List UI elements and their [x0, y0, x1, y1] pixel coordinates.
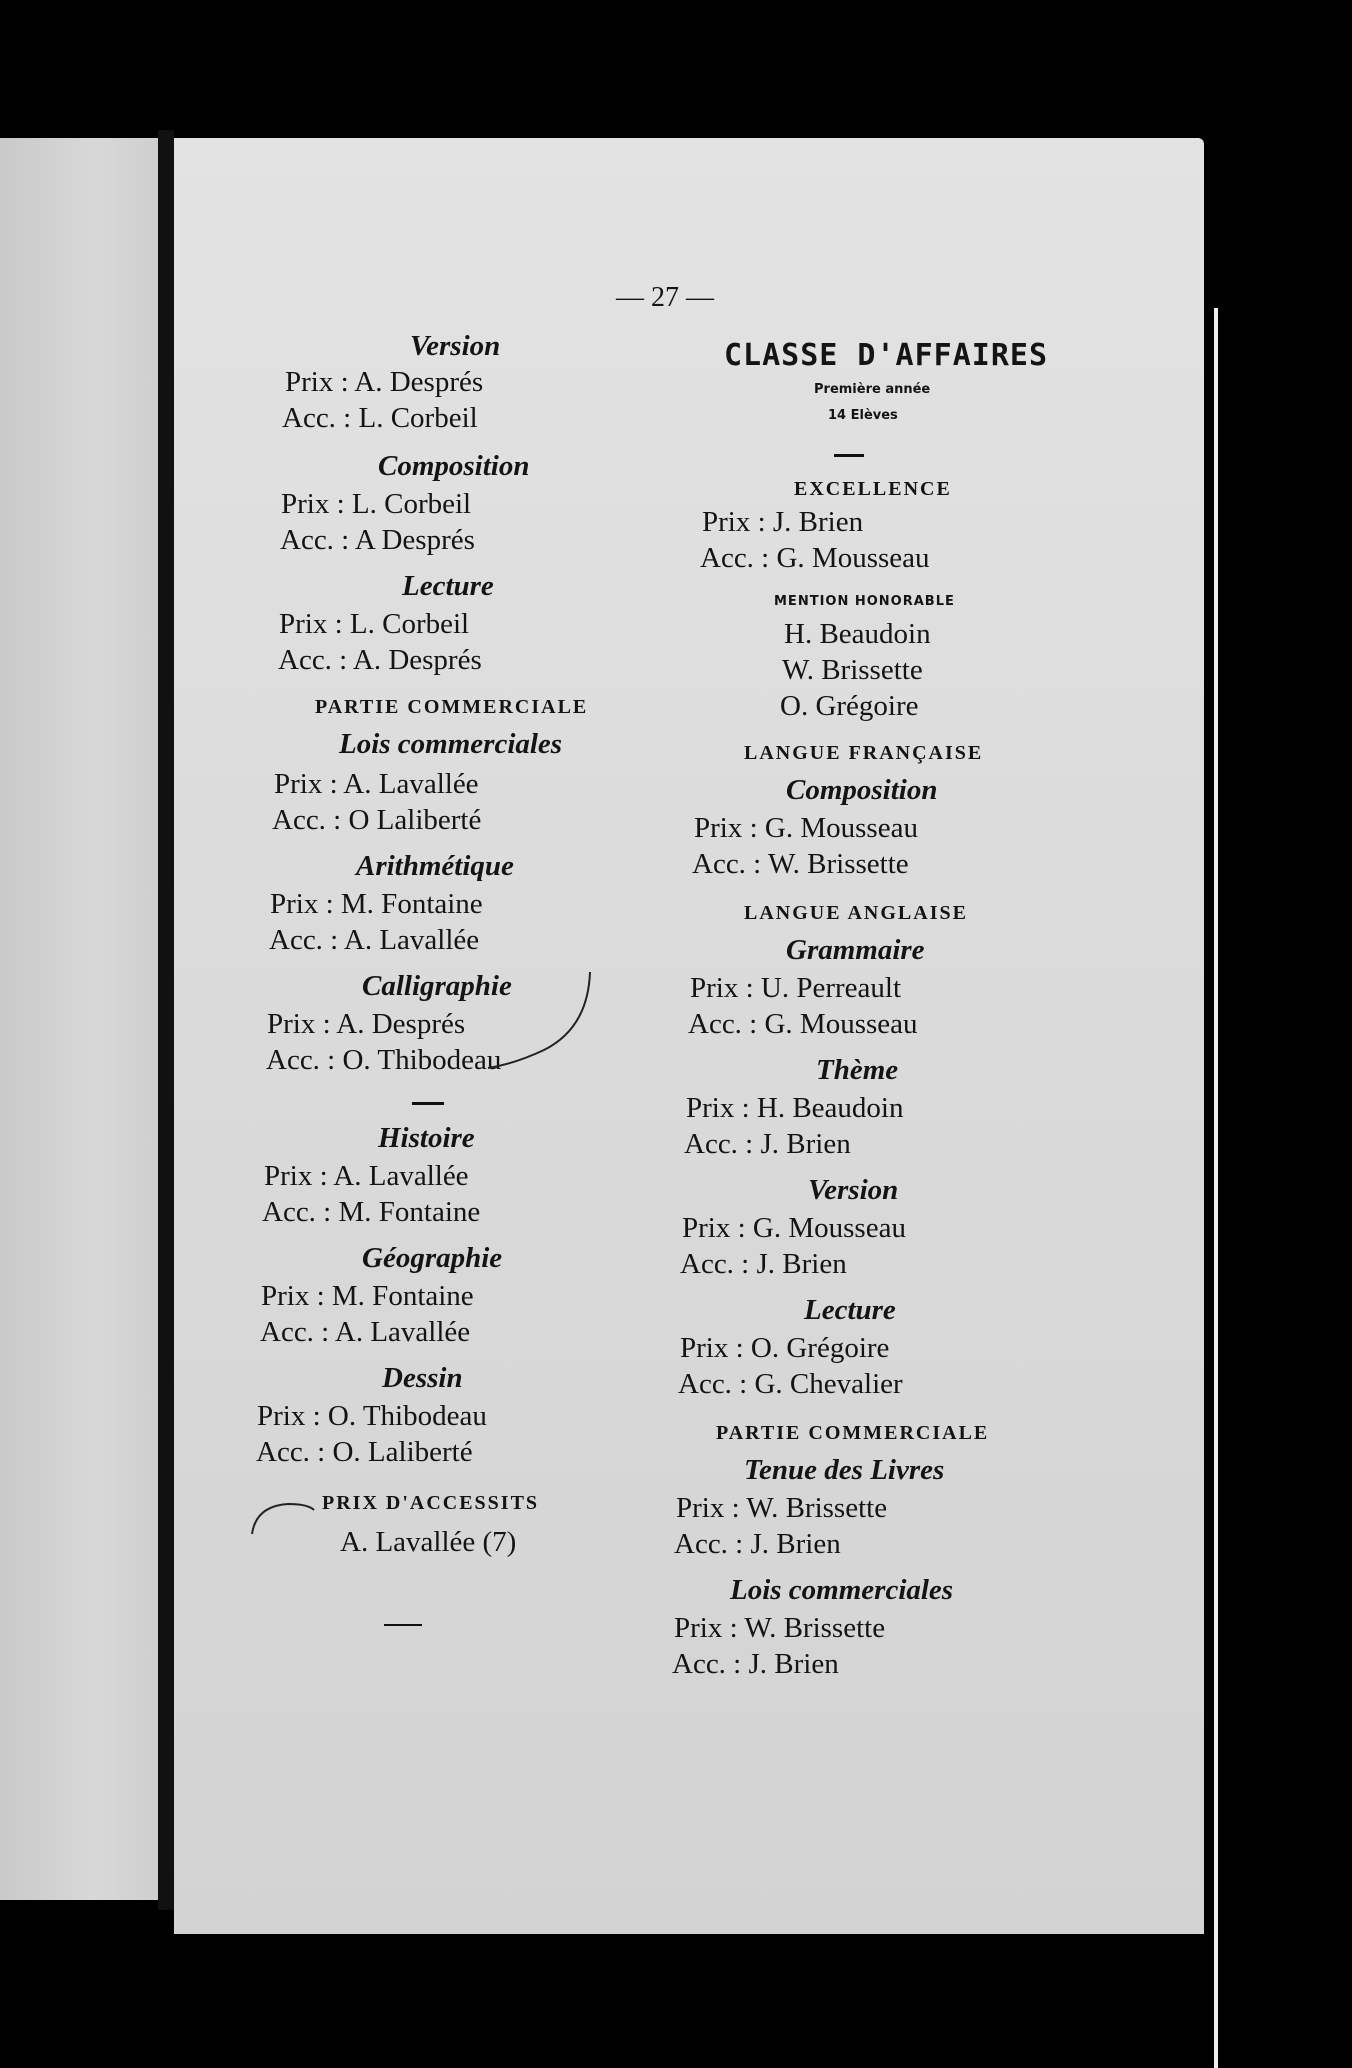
- accessits-name-left: A. Lavallée (7): [340, 1526, 517, 1558]
- version-prix-right: Prix : G. Mousseau: [682, 1212, 906, 1244]
- heading-excellence: EXCELLENCE: [794, 478, 952, 500]
- composition-prix-left: Prix : L. Corbeil: [281, 488, 472, 520]
- lecture-acc-right: Acc. : G. Chevalier: [678, 1368, 903, 1400]
- heading-grammaire: Grammaire: [786, 934, 925, 966]
- heading-version-right: Version: [808, 1174, 899, 1206]
- heading-geo-left: Géographie: [362, 1242, 503, 1274]
- dessin-prix-left: Prix : O. Thibodeau: [257, 1400, 487, 1432]
- pencil-stroke-mark: [484, 968, 604, 1078]
- heading-lois-right: Lois commerciales: [730, 1574, 954, 1606]
- book-gutter: [158, 130, 174, 1910]
- title-divider: [834, 454, 864, 457]
- lecture-prix-left: Prix : L. Corbeil: [279, 608, 470, 640]
- composition-acc-left: Acc. : A Després: [280, 524, 475, 556]
- heading-histoire-left: Histoire: [378, 1122, 475, 1154]
- heading-version-left: Version: [410, 330, 501, 362]
- version-prix-left: Prix : A. Després: [285, 366, 484, 398]
- class-subtitle-count: 14 Elèves: [828, 408, 898, 423]
- heading-langue-francaise: LANGUE FRANÇAISE: [744, 742, 984, 764]
- dessin-acc-left: Acc. : O. Laliberté: [256, 1436, 473, 1468]
- heading-partie-commerciale-left: PARTIE COMMERCIALE: [315, 696, 589, 718]
- lecture-acc-left: Acc. : A. Després: [278, 644, 482, 676]
- mention-name-3: O. Grégoire: [780, 690, 919, 722]
- grammaire-prix: Prix : U. Perreault: [690, 972, 902, 1004]
- heading-partie-commerciale-right: PARTIE COMMERCIALE: [716, 1422, 990, 1444]
- theme-prix: Prix : H. Beaudoin: [686, 1092, 904, 1124]
- left-page-fragment: [0, 138, 158, 1900]
- lecture-prix-right: Prix : O. Grégoire: [680, 1332, 890, 1364]
- heading-composition-left: Composition: [378, 450, 530, 482]
- heading-composition-right: Composition: [786, 774, 938, 806]
- version-acc-left: Acc. : L. Corbeil: [282, 402, 478, 434]
- heading-lois-left: Lois commerciales: [339, 728, 563, 760]
- heading-tenue-des-livres: Tenue des Livres: [744, 1454, 945, 1486]
- mention-name-1: H. Beaudoin: [784, 618, 931, 650]
- heading-langue-anglaise: LANGUE ANGLAISE: [744, 902, 968, 924]
- grammaire-acc: Acc. : G. Mousseau: [688, 1008, 918, 1040]
- page-27: [174, 138, 1204, 1934]
- geo-prix-left: Prix : M. Fontaine: [261, 1280, 474, 1312]
- heading-lecture-left: Lecture: [402, 570, 494, 602]
- histoire-acc-left: Acc. : M. Fontaine: [262, 1196, 481, 1228]
- excellence-prix: Prix : J. Brien: [702, 506, 864, 538]
- lois-acc-right: Acc. : J. Brien: [672, 1648, 839, 1680]
- lois-acc-left: Acc. : O Laliberté: [272, 804, 482, 836]
- lois-prix-right: Prix : W. Brissette: [674, 1612, 886, 1644]
- callig-acc-left: Acc. : O. Thibodeau: [266, 1044, 502, 1076]
- heading-theme: Thème: [816, 1054, 899, 1086]
- lois-prix-left: Prix : A. Lavallée: [274, 768, 479, 800]
- pencil-hook-mark: [248, 1498, 318, 1538]
- histoire-prix-left: Prix : A. Lavallée: [264, 1160, 469, 1192]
- composition-prix-right: Prix : G. Mousseau: [694, 812, 918, 844]
- heading-mention: MENTION HONORABLE: [774, 594, 955, 609]
- end-ornament-left: [384, 1624, 422, 1626]
- arith-acc-left: Acc. : A. Lavallée: [269, 924, 480, 956]
- heading-accessits-left: PRIX D'ACCESSITS: [322, 1492, 540, 1514]
- heading-lecture-right: Lecture: [804, 1294, 896, 1326]
- heading-arith-left: Arithmétique: [356, 850, 514, 882]
- class-subtitle-year: Première année: [814, 382, 931, 397]
- tenue-acc: Acc. : J. Brien: [674, 1528, 841, 1560]
- heading-dessin-left: Dessin: [382, 1362, 463, 1394]
- mention-name-2: W. Brissette: [782, 654, 923, 686]
- tenue-prix: Prix : W. Brissette: [676, 1492, 888, 1524]
- arith-prix-left: Prix : M. Fontaine: [270, 888, 483, 920]
- geo-acc-left: Acc. : A. Lavallée: [260, 1316, 471, 1348]
- version-acc-right: Acc. : J. Brien: [680, 1248, 847, 1280]
- class-title: CLASSE D'AFFAIRES: [724, 338, 1049, 373]
- page-number: — 27 —: [616, 282, 714, 313]
- excellence-acc: Acc. : G. Mousseau: [700, 542, 930, 574]
- theme-acc: Acc. : J. Brien: [684, 1128, 851, 1160]
- heading-callig-left: Calligraphie: [362, 970, 512, 1002]
- section-divider-left: [412, 1102, 444, 1105]
- callig-prix-left: Prix : A. Després: [267, 1008, 466, 1040]
- composition-acc-right: Acc. : W. Brissette: [692, 848, 909, 880]
